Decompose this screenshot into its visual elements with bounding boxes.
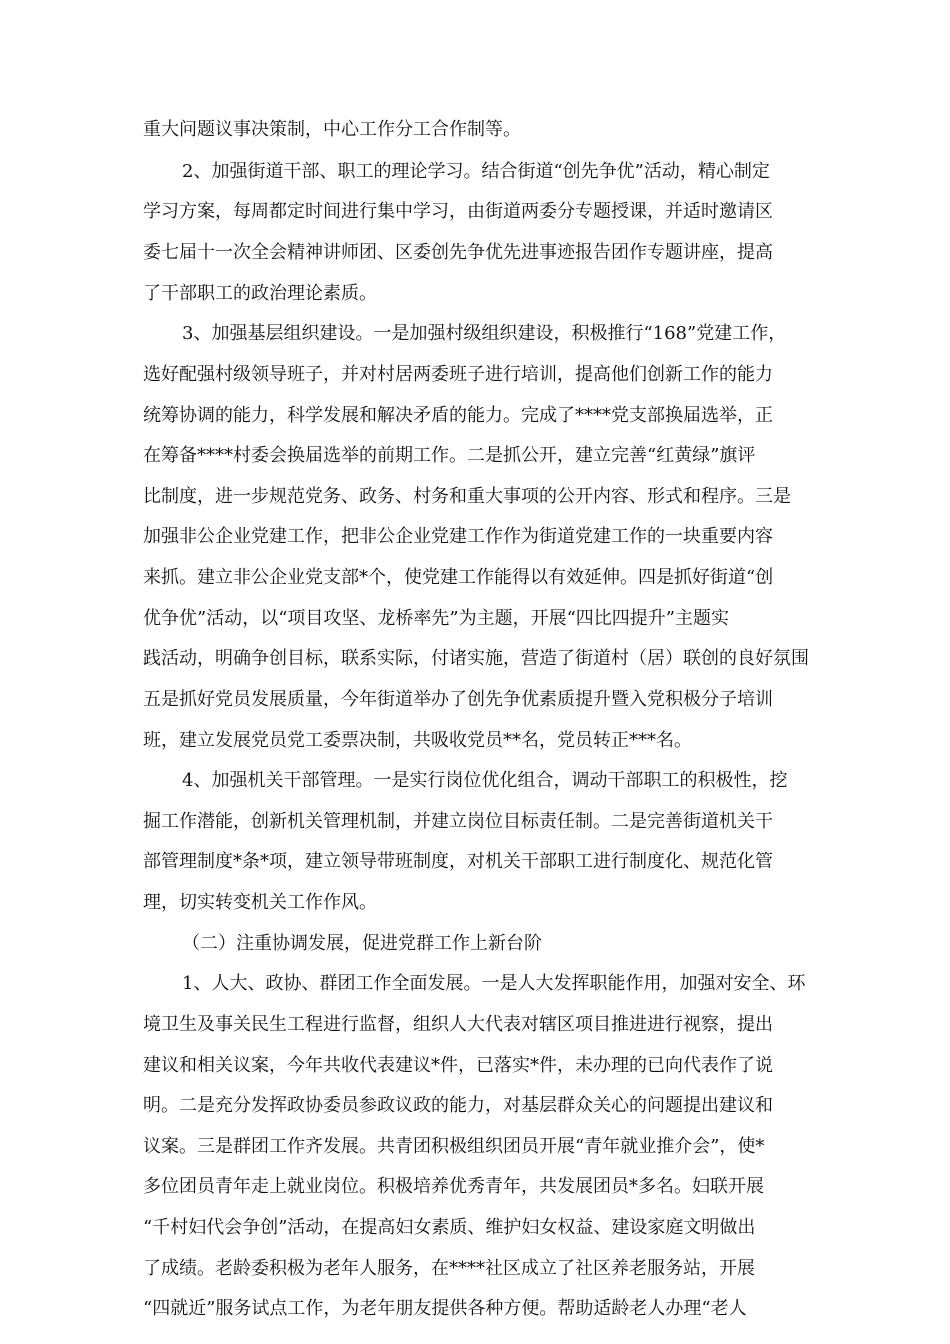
text-line: 学习方案，每周都定时间进行集中学习，由街道两委分专题授课，并适时邀请区 [143, 201, 773, 222]
text-line: 明。二是充分发挥政协委员参政议政的能力，对基层群众关心的问题提出建议和 [143, 1095, 773, 1116]
text-line: 掘工作潜能，创新机关管理机制，并建立岗位目标责任制。二是完善街道机关干 [143, 811, 773, 832]
text-line: 选好配强村级领导班子，并对村居两委班子进行培训，提高他们创新工作的能力 [143, 364, 773, 385]
text-line: 加强非公企业党建工作，把非公企业党建工作作为街道党建工作的一块重要内容 [143, 526, 773, 547]
text-line: 比制度，进一步规范党务、政务、村务和重大事项的公开内容、形式和程序。三是 [143, 486, 791, 507]
text-line: 委七届十一次全会精神讲师团、区委创先争优先进事迹报告团作专题讲座，提高 [143, 242, 773, 263]
text-line: “千村妇代会争创”活动，在提高妇女素质、维护妇女权益、建设家庭文明做出 [143, 1217, 756, 1238]
text-line: 境卫生及事关民生工程进行监督，组织人大代表对辖区项目推进进行视察，提出 [143, 1014, 773, 1035]
section-heading: （二）注重协调发展，促进党群工作上新台阶 [182, 933, 542, 954]
text-line: 建议和相关议案，今年共收代表建议*件，已落实*件，未办理的已向代表作了说 [143, 1055, 773, 1076]
text-line: 在筹备****村委会换届选举的前期工作。二是抓公开，建立完善“红黄绿”旗评 [143, 445, 756, 466]
text-line: 议案。三是群团工作齐发展。共青团积极组织团员开展“青年就业推介会”，使* [143, 1136, 765, 1157]
text-line: 优争优”活动，以“项目攻坚、龙桥率先”为主题，开展“四比四提升”主题实 [143, 608, 730, 629]
text-line: 班，建立发展党员党工委票决制，共吸收党员**名，党员转正***名。 [143, 730, 692, 751]
paragraph-start: 2、加强街道干部、职工的理论学习。结合街道“创先争优”活动，精心制定 [182, 161, 770, 182]
text-line: “四就近”服务试点工作，为老年朋友提供各种方便。帮助适龄老人办理“老人 [143, 1298, 747, 1319]
text-line: 了干部职工的政治理论素质。 [143, 283, 377, 304]
text-line: 了成绩。老龄委积极为老年人服务，在****社区成立了社区养老服务站，开展 [143, 1258, 755, 1279]
text-line: 统筹协调的能力，科学发展和解决矛盾的能力。完成了****党支部换届选举，正 [143, 405, 773, 426]
text-line: 理，切实转变机关工作作风。 [143, 892, 377, 913]
text-line: 践活动，明确争创目标，联系实际，付诸实施，营造了街道村（居）联创的良好氛围 [143, 648, 809, 669]
text-line: 多位团员青年走上就业岗位。积极培养优秀青年，共发展团员*多名。妇联开展 [143, 1176, 764, 1197]
paragraph-start: 4、加强机关干部管理。一是实行岗位优化组合，调动干部职工的积极性，挖 [182, 770, 788, 791]
text-line: 部管理制度*条*项，建立领导带班制度，对机关干部职工进行制度化、规范化管 [143, 851, 773, 872]
text-line: 来抓。建立非公企业党支部*个，使党建工作能得以有效延伸。四是抓好街道“创 [143, 567, 774, 588]
text-line: 重大问题议事决策制，中心工作分工合作制等。 [143, 119, 521, 140]
paragraph-start: 3、加强基层组织建设。一是加强村级组织建设，积极推行“168”党建工作， [182, 323, 787, 344]
paragraph-start: 1、人大、政协、群团工作全面发展。一是人大发挥职能作用，加强对安全、环 [182, 973, 806, 994]
text-line: 五是抓好党员发展质量，今年街道举办了创先争优素质提升暨入党积极分子培训 [143, 689, 773, 710]
